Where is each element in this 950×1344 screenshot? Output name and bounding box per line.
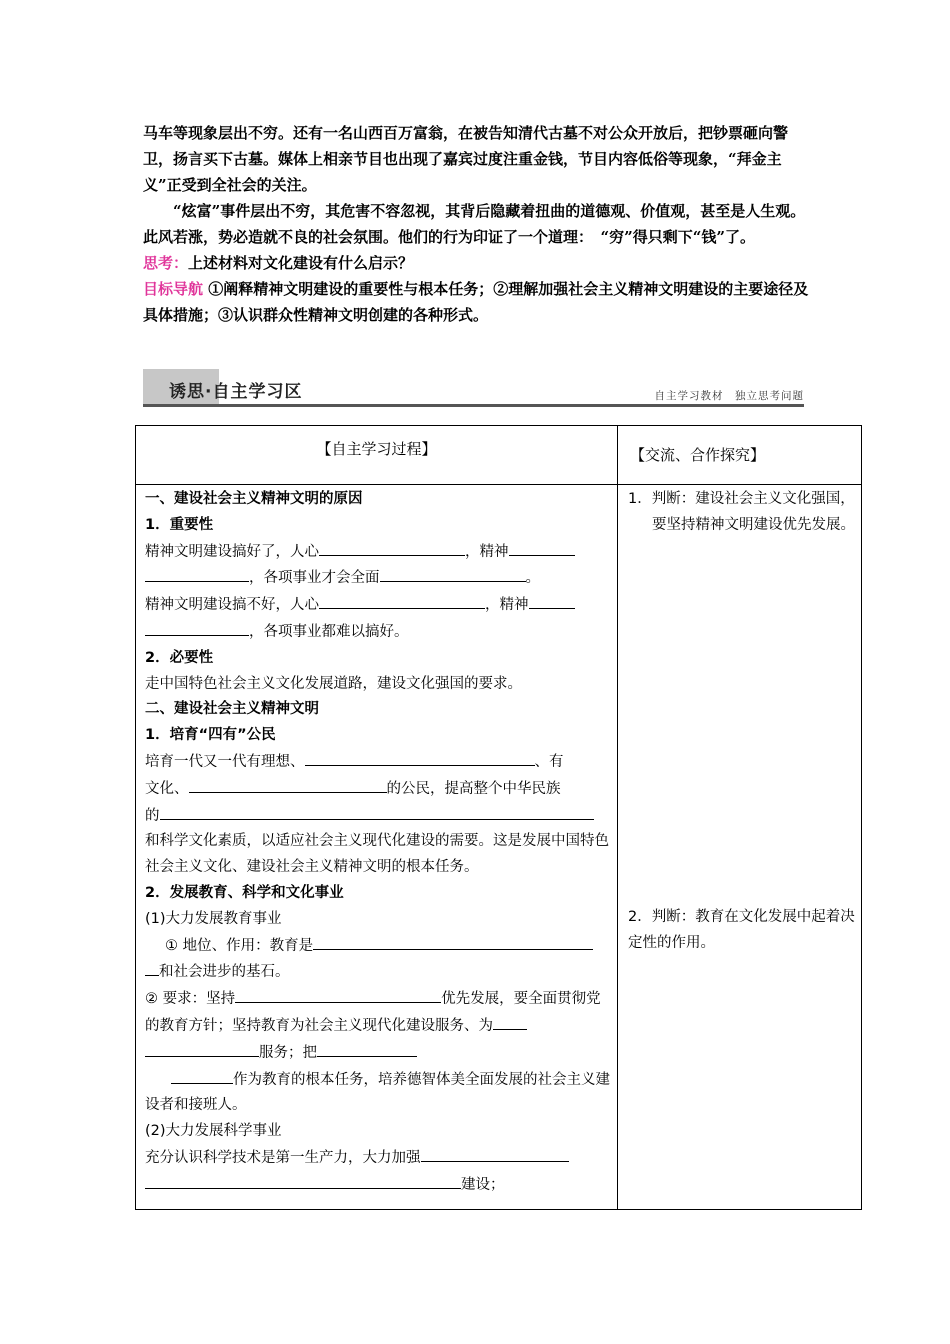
text: ，各项事业才会全面 <box>249 570 380 587</box>
blank-field[interactable] <box>235 986 441 1003</box>
sub-heading: 2．发展教育、科学和文化事业 <box>145 884 344 901</box>
blank-field[interactable] <box>317 1040 417 1057</box>
blank-field[interactable] <box>171 1067 233 1084</box>
left-header: 【自主学习过程】 <box>136 426 618 485</box>
sub-heading: 2．必要性 <box>145 649 214 666</box>
text: 的 <box>145 807 160 824</box>
blank-field[interactable] <box>509 539 575 556</box>
blank-field[interactable] <box>421 1145 569 1162</box>
section-heading: 一、建设社会主义精神文明的原因 <box>145 491 363 507</box>
fill-line <box>145 619 611 646</box>
text: 培育一代又一代有理想、 <box>145 753 305 770</box>
text: 。 <box>525 570 540 587</box>
think-label: 思考： <box>143 254 189 272</box>
item-heading: (2)大力发展科学事业 <box>145 1123 282 1140</box>
banner-title <box>169 377 302 402</box>
judgment-item-2: 2．判断：教育在文化发展中起着决定性的作用。 <box>628 909 855 951</box>
fill-line <box>145 959 611 986</box>
text: 的公民，提高整个中华民族 <box>386 780 561 797</box>
blank-field[interactable] <box>313 933 593 950</box>
blank-field[interactable] <box>319 539 465 556</box>
self-study-column <box>136 485 618 1210</box>
goal-label: 目标导航 <box>143 280 204 298</box>
text: ，各项事业都难以搞好。 <box>249 623 409 640</box>
text: 充分认识科学技术是第一生产力，大力加强 <box>145 1149 421 1166</box>
sub-heading: 1．培育“四有”公民 <box>145 727 276 744</box>
fill-line <box>145 1067 611 1120</box>
judgment-item-1: 1．判断：建设社会主义文化强国，要坚持精神文明建设优先发展。 <box>628 491 855 533</box>
fill-line <box>145 1172 611 1199</box>
right-header: 【交流、合作探究】 <box>618 426 862 485</box>
blank-field[interactable] <box>145 959 159 976</box>
text: 服务；把 <box>259 1044 317 1061</box>
text: 文化、 <box>145 780 189 797</box>
text: 、有 <box>534 753 564 770</box>
learning-goals <box>143 276 811 328</box>
blank-field[interactable] <box>380 565 526 582</box>
fill-line <box>145 1145 611 1172</box>
banner-right-text: 自主学习教材 独立思考问题 <box>654 390 804 402</box>
goal-text: ①阐释精神文明建设的重要性与根本任务；②理解加强社会主义精神文明建设的主要途径及具体措施；③认识群众性精神文明创建的各种形式。 <box>143 280 809 324</box>
body-text: 走中国特色社会主义文化发展道路，建设文化强国的要求。 <box>145 675 522 692</box>
blank-field[interactable] <box>319 592 485 609</box>
banner-underline <box>143 404 804 407</box>
blank-field[interactable] <box>145 1040 259 1057</box>
fill-line <box>145 986 611 1040</box>
fill-line <box>145 1040 611 1067</box>
blank-field[interactable] <box>529 592 575 609</box>
blank-field[interactable] <box>145 565 249 582</box>
text: 优先发展，要全面贯彻党的教育方针；坚持教育为社会主义现代化建设服务、为 <box>145 991 601 1034</box>
blank-field[interactable] <box>145 619 249 636</box>
discussion-column <box>618 485 862 1210</box>
text: 和社会进步的基石。 <box>159 964 290 981</box>
blank-field[interactable] <box>493 1013 527 1030</box>
study-table <box>135 425 862 1210</box>
text: 精神文明建设搞不好，人心 <box>145 597 319 614</box>
text: ，精神 <box>465 543 509 560</box>
fill-line <box>145 776 611 803</box>
text: ② 要求：坚持 <box>145 991 236 1008</box>
fill-line <box>145 565 611 592</box>
item-heading: (1)大力发展教育事业 <box>145 910 282 927</box>
section-banner <box>143 365 804 407</box>
text: ，精神 <box>485 597 529 614</box>
blank-field[interactable] <box>145 1172 461 1189</box>
fill-line <box>145 539 611 566</box>
fill-line <box>145 803 611 830</box>
body-text: 和科学文化素质，以适应社会主义现代化建设的需要。这是发展中国特色社会主义文化、建设社会主义精神文明的根本任务。 <box>145 833 609 876</box>
sub-heading: 1．重要性 <box>145 516 214 533</box>
intro-paragraph-2: “炫富”事件层出不穷，其危害不容忽视，其背后隐藏着扭曲的道德观、价值观，甚至是人生观。此风若涨，势必造就不良的社会氛围。他们的行为印证了一个道理： “穷”得只剩下“钱”了。 <box>143 202 806 246</box>
fill-line <box>145 592 611 619</box>
fill-line <box>145 749 611 776</box>
think-question <box>143 250 811 276</box>
fill-line <box>145 933 611 960</box>
text: 精神文明建设搞好了，人心 <box>145 543 319 560</box>
banner-title-main: 诱思 <box>169 382 205 402</box>
blank-field[interactable] <box>305 749 535 766</box>
think-text: 上述材料对文化建设有什么启示？ <box>188 254 414 272</box>
blank-field[interactable] <box>160 803 594 820</box>
text: 作为教育的根本任务，培养德智体美全面发展的社会主义建设者和接班人。 <box>145 1071 610 1114</box>
blank-field[interactable] <box>189 776 387 793</box>
banner-subtitle: ·自主学习区 <box>205 382 303 402</box>
intro-paragraph-1: 马车等现象层出不穷。还有一名山西百万富翁，在被告知清代古墓不对公众开放后，把钞票砸向警卫，扬言买下古墓。媒体上相亲节目也出现了嘉宾过度注重金钱，节目内容低俗等现象，“拜金主义”正受到全社会的关注。 <box>143 124 789 194</box>
section-heading: 二、建设社会主义精神文明 <box>145 701 319 718</box>
text: 建设； <box>461 1176 505 1193</box>
text: ① 地位、作用：教育是 <box>165 937 314 954</box>
intro-material <box>143 120 811 328</box>
